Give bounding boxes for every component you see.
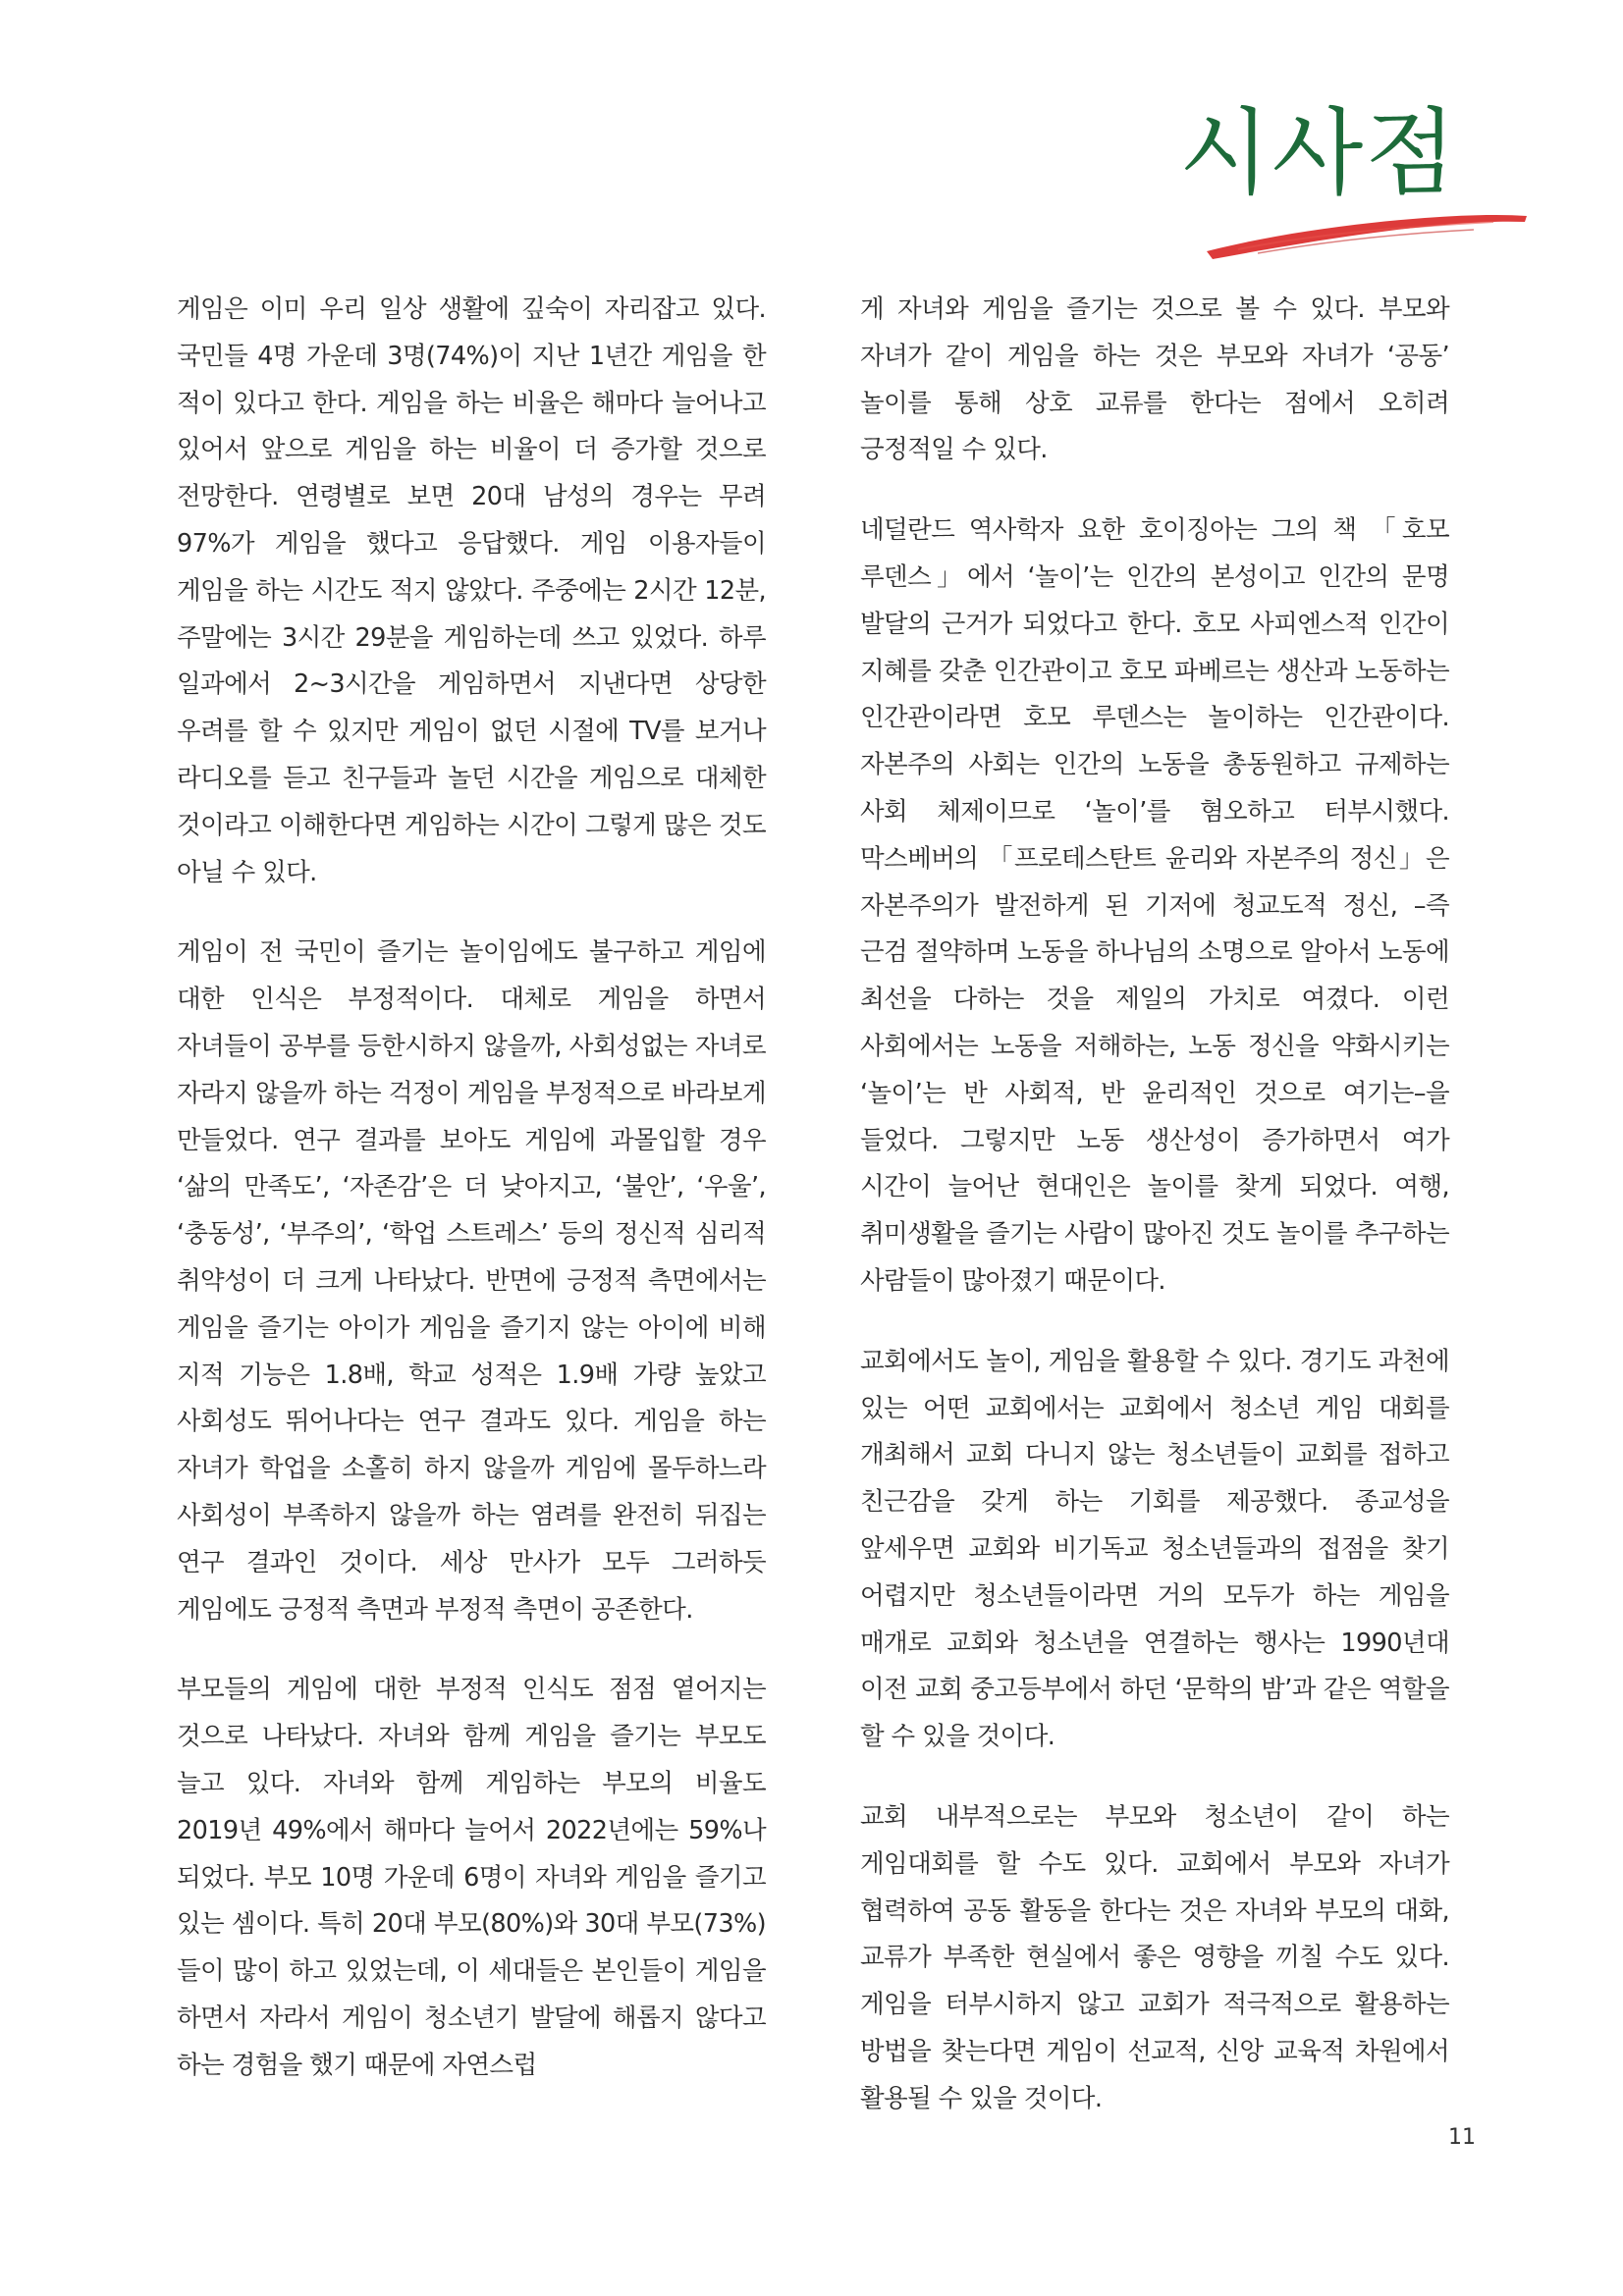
body-paragraph: 게임이 전 국민이 즐기는 놀이임에도 불구하고 게임에 대한 인식은 부정적이다. 대체로 게임을 하면서 자녀들이 공부를 등한시하지 않을까, 사회성없는 자녀로 자라지 않을까 하는 걱정이 게임을 부정적으로 바라보게 만들었다. 연구 결과를 보아도 게임에 과몰입할 경우 ‘삶의 만족도’, ‘자존감’은 더 낮아지고, ‘불안’, ‘우울’, ‘충동성’, ‘부주의’, ‘학업 스트레스’ 등의 정신적 심리적 취약성이 더 크게 나타났다. 반면에 긍정적 측면에서는 게임을 즐기는 아이가 게임을 즐기지 않는 아이에 비해 지적 기능은 1.8배, 학교 성적은 1.9배 가량 높았고 사회성도 뛰어나다는 연구 결과도 있다. 게임을 하는 자녀가 학업을 소홀히 하지 않을까 게임에 몰두하느라 사회성이 부족하지 않을까 하는 염려를 완전히 뒤집는 연구 결과인 것이다. 세상 만사가 모두 그러하듯 게임에도 긍정적 측면과 부정적 측면이 공존한다. [177, 937, 766, 1625]
right-column [860, 287, 1449, 2156]
body-paragraph: 게 자녀와 게임을 즐기는 것으로 볼 수 있다. 부모와 자녀가 같이 게임을 하는 것은 부모와 자녀가 ‘공동’ 놀이를 통해 상호 교류를 한다는 점에서 오히려 긍정적일 수 있다. [860, 294, 1449, 465]
left-column [177, 287, 766, 2122]
brush-stroke-decoration [1199, 206, 1533, 265]
body-paragraph: 부모들의 게임에 대한 부정적 인식도 점점 옅어지는 것으로 나타났다. 자녀와 함께 게임을 즐기는 부모도 늘고 있다. 자녀와 함께 게임하는 부모의 비율도 2019년 49%에서 해마다 늘어서 2022년에는 59%나 되었다. 부모 10명 가운데 6명이 자녀와 게임을 즐기고 있는 셈이다. 특히 20대 부모(80%)와 30대 부모(73%)들이 많이 하고 있었는데, 이 세대들은 본인들이 게임을 하면서 자라서 게임이 청소년기 발달에 해롭지 않다고 하는 경험을 했기 때문에 자연스럽 [177, 1675, 766, 2080]
body-paragraph: 네덜란드 역사학자 요한 호이징아는 그의 책 「호모 루덴스」에서 ‘놀이’는 인간의 본성이고 인간의 문명 발달의 근거가 되었다고 한다. 호모 사피엔스적 인간이 지혜를 갖춘 인간관이고 호모 파베르는 생산과 노동하는 인간관이라면 호모 루덴스는 놀이하는 인간관이다. 자본주의 사회는 인간의 노동을 총동원하고 규제하는 사회 체제이므로 ‘놀이’를 혐오하고 터부시했다. 막스베버의 「프로테스탄트 윤리와 자본주의 정신」은 자본주의가 발전하게 된 기저에 청교도적 정신, –즉 근검 절약하며 노동을 하나님의 소명으로 알아서 노동에 최선을 다하는 것을 제일의 가치로 여겼다. 이런 사회에서는 노동을 저해하는, 노동 정신을 약화시키는 ‘놀이’는 반 사회적, 반 윤리적인 것으로 여기는–을 들었다. 그렇지만 노동 생산성이 증가하면서 여가 시간이 늘어난 현대인은 놀이를 찾게 되었다. 여행, 취미생활을 즐기는 사람이 많아진 것도 놀이를 추구하는 사람들이 많아졌기 때문이다. [860, 515, 1449, 1296]
body-paragraph: 게임은 이미 우리 일상 생활에 깊숙이 자리잡고 있다. 국민들 4명 가운데 3명(74%)이 지난 1년간 게임을 한 적이 있다고 한다. 게임을 하는 비율은 해마다 늘어나고 있어서 앞으로 게임을 하는 비율이 더 증가할 것으로 전망한다. 연령별로 보면 20대 남성의 경우는 무려 97%가 게임을 했다고 응답했다. 게임 이용자들이 게임을 하는 시간도 적지 않았다. 주중에는 2시간 12분, 주말에는 3시간 29분을 게임하는데 쓰고 있었다. 하루 일과에서 2~3시간을 게임하면서 지낸다면 상당한 우려를 할 수 있지만 게임이 없던 시절에 TV를 보거나 라디오를 듣고 친구들과 놀던 시간을 게임으로 대체한 것이라고 이해한다면 게임하는 시간이 그렇게 많은 것도 아닐 수 있다. [177, 294, 766, 887]
body-paragraph: 교회 내부적으로는 부모와 청소년이 같이 하는 게임대회를 할 수도 있다. 교회에서 부모와 자녀가 협력하여 공동 활동을 한다는 것은 자녀와 부모의 대화, 교류가 부족한 현실에서 좋은 영향을 끼칠 수도 있다. 게임을 터부시하지 않고 교회가 적극적으로 활용하는 방법을 찾는다면 게임이 선교적, 신앙 교육적 차원에서 활용될 수 있을 것이다. [860, 1801, 1449, 2113]
section-title: 시사점 [1178, 98, 1458, 208]
body-paragraph: 교회에서도 놀이, 게임을 활용할 수 있다. 경기도 과천에 있는 어떤 교회에서는 교회에서 청소년 게임 대회를 개최해서 교회 다니지 않는 청소년들이 교회를 접하고 친근감을 갖게 하는 기회를 제공했다. 종교성을 앞세우면 교회와 비기독교 청소년들과의 접점을 찾기 어렵지만 청소년들이라면 거의 모두가 하는 게임을 매개로 교회와 청소년을 연결하는 행사는 1990년대 이전 교회 중고등부에서 하던 ‘문학의 밤’과 같은 역할을 할 수 있을 것이다. [860, 1346, 1449, 1752]
page-number: 11 [1448, 2125, 1476, 2150]
